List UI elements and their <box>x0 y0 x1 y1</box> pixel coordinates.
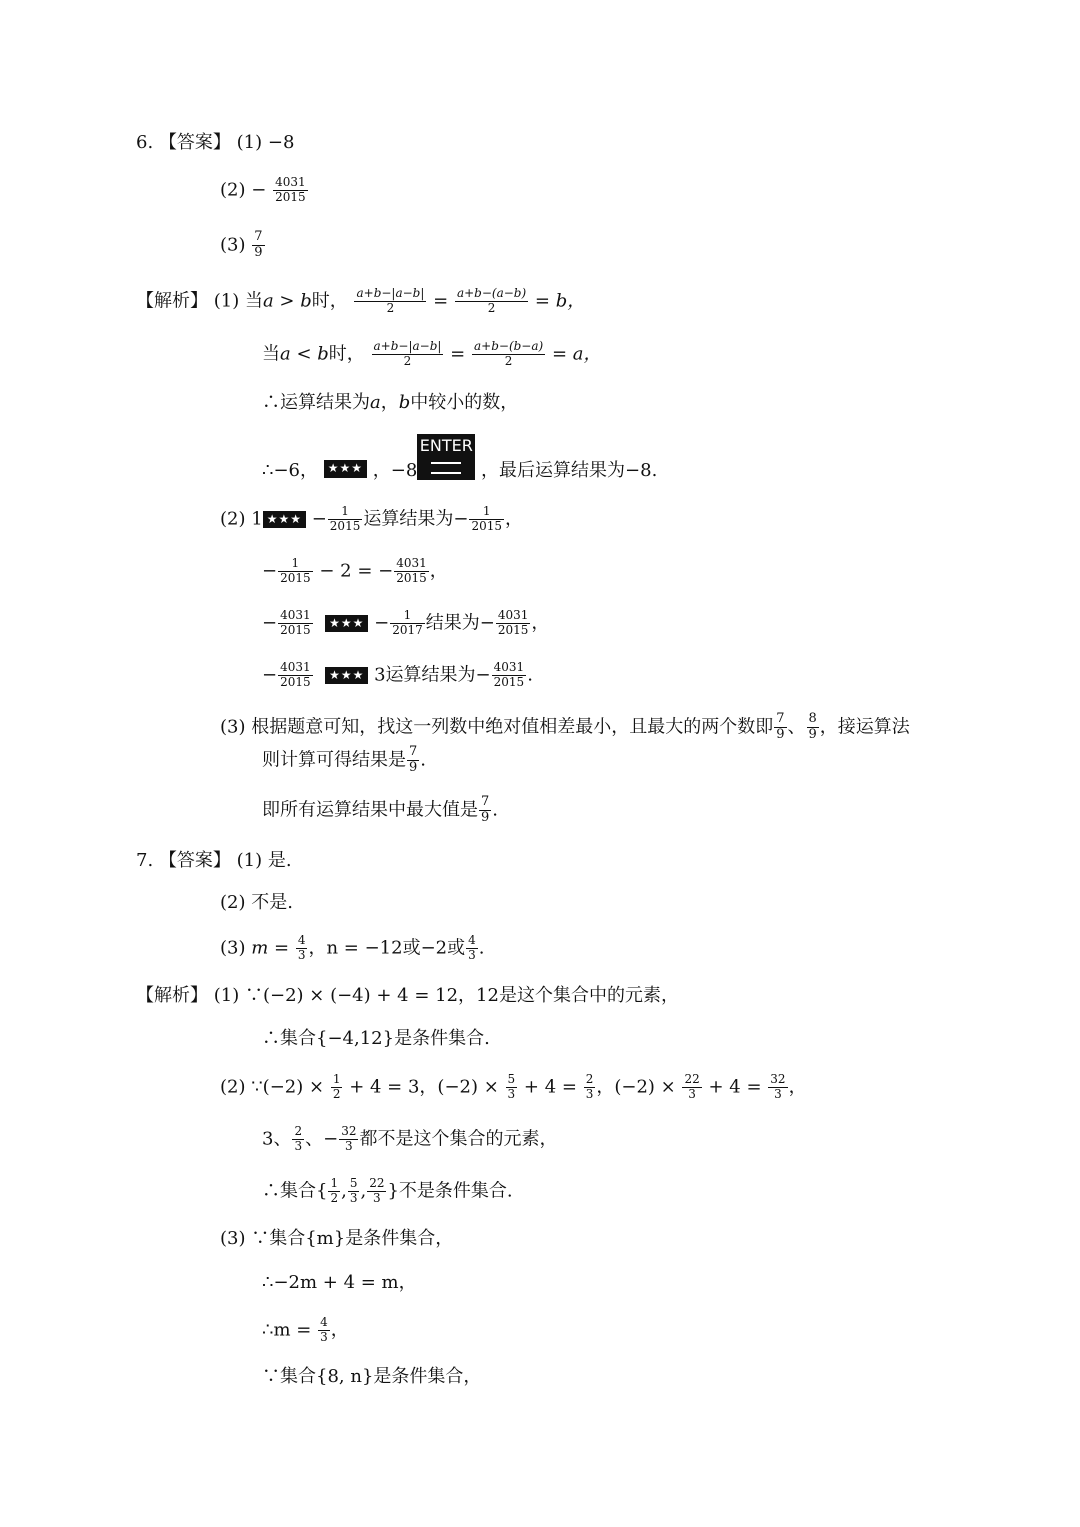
text: ， <box>531 612 550 634</box>
q6-analysis-p2-line3 <box>262 609 549 638</box>
fraction: $\frac{7}{9}$ <box>409 744 418 775</box>
q7-analysis-line2 <box>262 1030 490 1048</box>
q7-analysis-p3-line4 <box>262 1368 481 1386</box>
fraction: $\frac{a+b-|a-b|}{2}$ <box>356 286 425 315</box>
q6-analysis-line3 <box>262 394 518 412</box>
text: . <box>492 799 499 821</box>
enter-key-icon: ENTER <box>417 434 475 480</box>
q7-analysis-p2-line3 <box>262 1177 513 1206</box>
text: ∴−2m + 4 = m， <box>262 1272 417 1293</box>
redaction-stars: ★★★ <box>325 615 368 633</box>
fraction: $\frac{32}{3}$ <box>770 1072 786 1101</box>
fraction: $\frac{1}{2015}$ <box>471 504 502 533</box>
q6-analysis-p3-line3 <box>262 795 498 826</box>
text: ， <box>380 392 399 413</box>
q6-analysis-line2 <box>262 340 601 369</box>
text: ∴集合{−4,12}是条件集合. <box>262 1028 490 1049</box>
fraction: $\frac{2}{3}$ <box>294 1124 303 1153</box>
q6-a1-label: (1) <box>236 132 263 153</box>
q7-analysis-p3-line3 <box>262 1316 349 1345</box>
equals: = <box>433 290 449 312</box>
fraction: $\frac{1}{2015}$ <box>329 504 361 533</box>
fraction: $\frac{4031}{2015}$ <box>396 556 427 585</box>
q7-p1-label: (1) <box>213 985 240 1006</box>
text: 当 <box>262 343 280 365</box>
text: ∵(−2) × <box>251 1076 325 1098</box>
q6-a1-value: −8 <box>267 132 295 153</box>
var-a: a <box>370 392 381 413</box>
q6-a3-label: (3) <box>220 234 246 256</box>
q7-a3-label: (3) <box>220 937 246 959</box>
q6-analysis-p2-line2 <box>262 557 448 586</box>
q6-answer-tag: 【答案】 <box>158 132 231 153</box>
text: 根据题意可知，找这一列数中绝对值相差最小，且最大的两个数即 <box>251 716 774 738</box>
q6-analysis-line4 <box>262 434 657 480</box>
equals: = <box>450 343 466 365</box>
q6-p3-label: (3) <box>220 716 246 738</box>
q7-analysis-p3-line1 <box>220 1230 453 1248</box>
text: − <box>311 508 327 530</box>
q7-analysis-line1 <box>136 987 679 1005</box>
q6-answer-line1 <box>136 134 294 152</box>
text: }不是条件集合. <box>387 1180 513 1202</box>
text: 时， <box>328 343 365 365</box>
q7-analysis-tag: 【解析】 <box>136 985 208 1006</box>
fraction: $\frac{5}{3}$ <box>507 1072 516 1101</box>
fraction: $\frac{32}{3}$ <box>341 1124 357 1153</box>
q6-analysis-tag: 【解析】 <box>136 290 208 312</box>
q7-number: 7. <box>136 850 154 871</box>
text: 时， <box>311 290 348 312</box>
text: . <box>478 937 485 959</box>
fraction: $\frac{22}{3}$ <box>369 1176 385 1205</box>
text: 、 <box>787 716 806 738</box>
text: ∴m = <box>262 1319 312 1341</box>
q7-p2-label: (2) <box>220 1076 246 1098</box>
fraction: $\frac{4031}{2015}$ <box>493 660 525 689</box>
text: − 2 = − <box>319 560 394 582</box>
redaction-stars: ★★★ <box>324 460 367 478</box>
fraction: $\frac{4031}{2015}$ <box>497 608 529 637</box>
result: = a， <box>551 343 602 365</box>
fraction: $\frac{4031}{2015}$ <box>280 660 311 689</box>
q6-p2-label: (2) <box>220 508 246 530</box>
redaction-stars: ★★★ <box>263 511 306 529</box>
text: + 4 = 3，(−2) × <box>349 1076 499 1098</box>
text: − <box>262 560 278 582</box>
result: = b， <box>534 290 586 312</box>
text: 都不是这个集合的元素， <box>359 1128 558 1150</box>
fraction: $\frac{4}{3}$ <box>320 1315 328 1344</box>
q7-analysis-p3-line2 <box>262 1274 417 1292</box>
fraction: $\frac{8}{9}$ <box>808 711 817 742</box>
q6-analysis-p2-line1 <box>220 505 523 534</box>
text: ，n = −12或−2或 <box>308 937 466 959</box>
q7-a1-label: (1) <box>236 850 263 871</box>
fraction: $\frac{2}{3}$ <box>585 1072 594 1101</box>
q6-a3-fraction: $\frac{7}{9}$ <box>254 229 263 260</box>
fraction: $\frac{4031}{2015}$ <box>280 608 311 637</box>
text: ∴运算结果为 <box>262 392 370 413</box>
q6-p1-label: (1) <box>213 290 240 312</box>
fraction: $\frac{a+b-|a-b|}{2}$ <box>373 339 442 368</box>
text: , <box>341 1180 347 1202</box>
q7-analysis-p2-line2 <box>262 1125 557 1154</box>
text: 当 <box>244 290 263 312</box>
text: − <box>262 612 278 634</box>
text: 中较小的数， <box>410 392 519 413</box>
q7-answer-tag: 【答案】 <box>158 850 231 871</box>
condition: a > b <box>262 290 312 312</box>
text: ∴−6， <box>262 460 318 481</box>
text: ，−8 <box>372 460 418 481</box>
fraction: $\frac{1}{2015}$ <box>280 556 311 585</box>
text: ，(−2) × <box>596 1076 676 1098</box>
fraction: $\frac{22}{3}$ <box>684 1072 700 1101</box>
text: 即所有运算结果中最大值是 <box>262 799 478 821</box>
text: ， <box>330 1319 349 1341</box>
fraction: $\frac{1}{2017}$ <box>392 608 423 637</box>
fraction: $\frac{1}{2}$ <box>332 1072 341 1101</box>
q7-answer-line2 <box>220 894 293 912</box>
q7-a1-value: 是. <box>267 850 292 871</box>
fraction: $\frac{a+b-(a-b)}{2}$ <box>456 286 527 315</box>
fraction: $\frac{4}{3}$ <box>468 933 476 962</box>
fraction: $\frac{7}{9}$ <box>776 711 785 742</box>
q6-answer-line3 <box>220 230 266 261</box>
q6-a2-sign: − <box>251 179 267 201</box>
fraction: $\frac{7}{9}$ <box>481 794 490 825</box>
text: ∵(−2) × (−4) + 4 = 12，12是这个集合中的元素， <box>244 985 679 1006</box>
fraction: $\frac{a+b-(b-a)}{2}$ <box>474 339 544 368</box>
text: 3运算结果为− <box>374 664 491 686</box>
q6-analysis-p2-line4 <box>262 661 533 690</box>
text: ，接运算法 <box>819 716 910 738</box>
text: + 4 = <box>708 1076 762 1098</box>
q7-a2-value: 不是. <box>251 892 293 913</box>
var-b: b <box>398 392 411 413</box>
text: ， <box>504 508 523 530</box>
condition: a < b <box>280 343 329 365</box>
text: 1 <box>251 508 263 530</box>
q6-a2-fraction: $\frac{4031}{2015}$ <box>275 175 306 204</box>
q6-number: 6. <box>136 132 154 153</box>
q6-a2-label: (2) <box>220 179 246 201</box>
text: − <box>262 664 278 686</box>
text: 结果为− <box>425 612 495 634</box>
text: ∵集合{m}是条件集合， <box>251 1228 454 1249</box>
text: ，最后运算结果为−8. <box>481 460 658 481</box>
text: 运算结果为− <box>363 508 469 530</box>
q6-analysis-p3-line2 <box>262 745 426 776</box>
text: . <box>527 664 533 686</box>
q7-answer-line3 <box>220 934 485 963</box>
q7-p3-label: (3) <box>220 1228 246 1249</box>
text: , <box>360 1180 367 1202</box>
q7-answer-line1 <box>136 852 292 870</box>
text: 则计算可得结果是 <box>262 749 406 771</box>
text: ∴集合{ <box>262 1180 328 1202</box>
text: 3、 <box>262 1128 292 1150</box>
q6-analysis-line1 <box>136 287 585 316</box>
text: . <box>420 749 427 771</box>
q7-a2-label: (2) <box>220 892 246 913</box>
text: ∵集合{8, n}是条件集合， <box>262 1366 482 1387</box>
redaction-stars: ★★★ <box>325 667 368 685</box>
text: + 4 = <box>523 1076 577 1098</box>
fraction: $\frac{4}{3}$ <box>297 933 306 962</box>
text: 、− <box>305 1128 339 1150</box>
q6-answer-line2 <box>220 176 309 205</box>
text: − <box>374 612 390 634</box>
fraction: $\frac{5}{3}$ <box>349 1176 358 1205</box>
q6-analysis-p3-line1 <box>220 712 910 743</box>
text: ， <box>788 1076 807 1098</box>
q7-analysis-p2-line1 <box>220 1073 807 1102</box>
text: m = <box>251 937 290 959</box>
fraction: $\frac{1}{2}$ <box>330 1176 339 1205</box>
text: ， <box>429 560 448 582</box>
